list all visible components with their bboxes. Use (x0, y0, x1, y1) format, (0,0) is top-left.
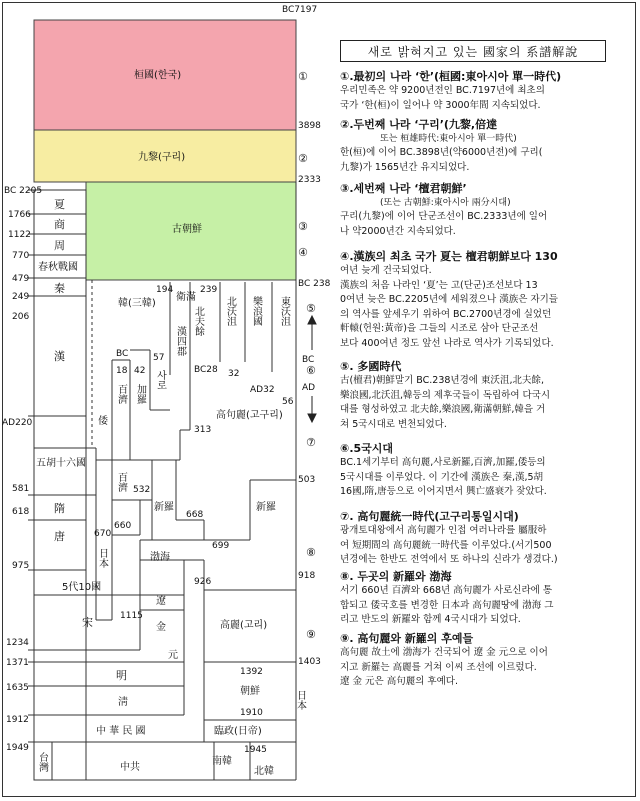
label-taiwan: 台灣 (36, 752, 48, 772)
label-xia: 夏 (54, 198, 65, 211)
year-2333: 2333 (298, 175, 321, 185)
arrow-bc-label: BC (302, 355, 315, 365)
section-4-line-2: 漢族의 처음 나라인 ‘夏’는 고(단군)조선보다 13 (340, 279, 538, 291)
inner-year-56: 56 (282, 397, 294, 407)
section-5-line-2: 樂浪國,北沃沮,韓등의 제후국들이 독립하여 다국시 (340, 389, 551, 401)
section-2-heading: ②.두번째 나라 ‘구리’(九黎,倍達 (340, 118, 498, 131)
circle-7: ⑦ (306, 436, 316, 449)
inner-year-1392: 1392 (240, 667, 263, 677)
label-baekje2: 百濟 (115, 472, 127, 492)
arrow-ad-label: AD (302, 383, 316, 393)
label-wae: 倭 (98, 416, 108, 427)
section-3-sub: (또는 古朝鮮:東아시아 兩分시대) (380, 198, 511, 208)
label-bukokjeo: 北沃沮 (224, 296, 236, 326)
section-6-line-2: 5국시대를 이루었다. 이 기간에 漢族은 秦,漢,5胡 (340, 471, 544, 483)
label-song: 宋 (82, 616, 93, 629)
label-wuhu: 五胡十六國 (36, 458, 86, 469)
section-4-line-1: 여년 늦게 건국되었다. (340, 265, 432, 276)
inner-year-313: 313 (194, 425, 212, 435)
section-9-line-2: 지고 新羅는 高麗를 거쳐 이씨 조선에 이르렀다. (340, 661, 537, 673)
label-tang: 唐 (54, 530, 65, 543)
inner-year-1910: 1910 (240, 708, 263, 718)
section-8-line-1: 서기 660년 百濟와 668년 高句麗가 사로신라에 통 (340, 585, 553, 596)
inner-year-926: 926 (194, 577, 212, 587)
year-770: 770 (12, 251, 30, 261)
inner-year-57: 57 (153, 353, 165, 363)
year-1122: 1122 (8, 230, 31, 240)
label-goryeo: 高麗(고리) (220, 620, 268, 631)
section-7-line-1: 광개토대왕에서 高句麗가 인접 여러나라를 屬服하 (340, 525, 547, 536)
circle-1: ① (298, 70, 308, 83)
label-dongokjeo: 東沃沮 (278, 296, 290, 326)
label-silla-b: 新羅 (256, 502, 276, 513)
inner-year-532: 532 (133, 485, 151, 495)
section-1 (340, 70, 634, 113)
label-balhae: 渤海 (150, 552, 170, 563)
inner-year-ad32: AD32 (250, 385, 275, 395)
inner-year-42: 42 (134, 366, 146, 376)
section-4-line-3: 0여년 늦은 BC.2205년에 세워졌으나 漢族은 자기들 (340, 294, 558, 305)
label-zhonghua: 中 華 民 國 (96, 726, 146, 737)
label-ming: 明 (116, 669, 127, 682)
section-9-line-3: 遼 金 元은 高句麗의 후예다. (340, 676, 458, 687)
label-joseon: 朝鮮 (240, 686, 260, 697)
inner-year-32: 32 (228, 369, 240, 379)
year-1912: 1912 (6, 715, 29, 725)
label-hanguk: 桓國(한국) (134, 70, 182, 81)
label-qing: 淸 (118, 697, 128, 708)
section-9-line-1: 高句麗 故土에 渤海가 건국되어 遼 金 元으로 이어 (340, 647, 548, 658)
year-1234: 1234 (6, 638, 29, 648)
section-2-line-2: 九黎)가 1565년간 유지되었다. (340, 161, 470, 173)
inner-year-194: 194 (156, 285, 174, 295)
section-6 (340, 442, 634, 500)
section-8-heading: ⑧. 두곳의 新羅와 渤海 (340, 570, 452, 583)
label-silla-a: 新羅 (154, 502, 174, 513)
label-silla-saro: 사로 (154, 370, 166, 390)
label-han: 漢 (54, 350, 65, 363)
label-baekje: 百濟 (115, 384, 127, 404)
section-4-line-5: 軒轅(헌원:黃帝)을 그들의 시조로 삼아 단군조선 (340, 323, 539, 334)
label-yuan: 元 (168, 650, 178, 661)
year-1371: 1371 (6, 658, 29, 668)
section-3-line-2: 나 약2000년간 지속되었다. (340, 225, 456, 237)
section-1-heading: ①.最初의 나라 ‘한’(桓國:東아시아 單一時代) (340, 70, 562, 83)
label-nihon: 日本 (96, 548, 108, 568)
label-samhan: 韓(三韓) (118, 298, 156, 309)
label-shang: 商 (54, 218, 65, 231)
label-hansagun: 漢四郡 (174, 326, 186, 356)
inner-year-1945: 1945 (244, 745, 267, 755)
section-4-line-4: 의 역사를 앞세우기 위하여 BC.2700년경에 실었던 (340, 308, 552, 320)
section-1-line-1: 우리민족은 약 9200년전인 BC.7197년에 최초의 (340, 85, 545, 96)
label-gojoseon: 古朝鮮 (172, 224, 202, 235)
label-zhonggong: 中共 (120, 762, 140, 773)
circle-3: ③ (298, 220, 308, 233)
year-bc2205: BC 2205 (4, 186, 43, 196)
year-503: 503 (298, 475, 316, 485)
section-4-line-6: 보다 400여년 정도 앞선 나라로 역사가 기록되었다. (340, 337, 554, 349)
label-sui: 隋 (54, 502, 65, 515)
year-1635: 1635 (6, 683, 29, 693)
label-nakrang: 樂浪國 (250, 296, 262, 326)
inner-year-bc28: BC28 (194, 365, 218, 375)
inner-year-bc: BC (116, 349, 129, 359)
section-6-line-1: BC.1세기부터 高句麗,사로新羅,百濟,加羅,倭등의 (340, 457, 546, 468)
year-1949: 1949 (6, 743, 29, 753)
section-8-line-3: 리고 반도의 新羅와 함께 4국시대가 되었다. (340, 614, 521, 625)
section-6-line-3: 16國,隋,唐등으로 이어지면서 興亡盛衰가 잦았다. (340, 486, 547, 497)
section-5-line-3: 대를 형성하였고 北夫餘,樂浪國,衛滿朝鮮,韓을 거 (340, 404, 546, 415)
section-7-heading: ⑦. 高句麗統一時代(고구리통일시대) (340, 510, 519, 523)
year-3898: 3898 (298, 121, 321, 131)
section-6-heading: ⑥.5국시대 (340, 442, 394, 455)
label-jin: 金 (156, 622, 166, 633)
label-wudai: 5代10國 (62, 582, 102, 593)
section-7-line-2: 여 短期間의 高句麗統一時代를 이루었다.(서기500 (340, 539, 552, 551)
year-479: 479 (12, 274, 30, 284)
year-bc238: BC 238 (298, 279, 330, 289)
section-4-heading: ④.漢族의 최초 국가 夏는 檀君朝鮮보다 130 (340, 250, 558, 263)
year-1403: 1403 (298, 657, 321, 667)
section-1-line-2: 국가 ‘한(桓)이 일어나 약 3000年間 지속되었다. (340, 99, 541, 111)
inner-year-660: 660 (114, 521, 132, 531)
year-618: 618 (12, 507, 30, 517)
label-goguryeo: 高句麗(고구리) (216, 410, 283, 421)
section-4 (340, 250, 634, 351)
label-rinjeong: 臨政(日帝) (214, 726, 262, 737)
year-581: 581 (12, 484, 30, 494)
year-ad220: AD220 (2, 418, 33, 428)
section-8-line-2: 합되고 倭국호를 변경한 日本과 高句麗땅에 渤海 그 (340, 599, 554, 611)
circle-2: ② (298, 152, 308, 165)
label-wiman: 衛滿 (176, 292, 196, 303)
label-namhan: 南韓 (212, 756, 232, 767)
year-1766: 1766 (8, 210, 31, 220)
section-9-heading: ⑨. 高句麗와 新羅의 후예들 (340, 632, 474, 645)
section-3-line-1: 구리(九黎)에 이어 단군조선이 BC.2333년에 일어 (340, 211, 548, 222)
label-qin: 秦 (54, 282, 65, 295)
circle-5: ⑤ (306, 302, 316, 315)
section-9 (340, 632, 634, 690)
section-3 (340, 182, 634, 239)
section-5-line-1: 古(檀君)朝鮮말기 BC.238년경에 東沃沮,北夫餘, (340, 375, 545, 386)
year-249: 249 (12, 292, 30, 302)
inner-year-18: 18 (116, 366, 128, 376)
label-chunqiu: 春秋戰國 (38, 262, 78, 273)
section-5 (340, 360, 634, 432)
section-7 (340, 510, 634, 568)
label-bukbuyeo: 北夫餘 (192, 306, 204, 336)
label-bukhan: 北韓 (254, 766, 274, 777)
inner-year-670: 670 (94, 529, 112, 539)
year-975: 975 (12, 561, 30, 571)
circle-6: ⑥ (306, 364, 316, 377)
inner-year-239: 239 (200, 285, 218, 295)
circle-9: ⑨ (306, 628, 316, 641)
year-699: 699 (212, 541, 230, 551)
label-guri: 九黎(구리) (138, 152, 186, 163)
section-3-heading: ③.세번째 나라 ‘檀君朝鮮’ (340, 182, 467, 195)
label-gaya: 加羅 (134, 384, 146, 404)
label-liao: 遼 (156, 596, 166, 607)
year-206: 206 (12, 312, 30, 322)
year-bc7197: BC7197 (282, 5, 318, 15)
section-7-line-3: 년경에는 한반도 전역에서 또 하나의 신라가 생겼다.) (340, 554, 558, 565)
section-2-sub: 또는 桓雄時代:東아시아 單一時代) (380, 134, 517, 144)
circle-8: ⑧ (306, 546, 316, 559)
section-2 (340, 118, 634, 175)
circle-4: ④ (298, 246, 308, 259)
label-zhou: 周 (54, 239, 65, 252)
section-5-heading: ⑤. 多國時代 (340, 360, 402, 373)
year-1115: 1115 (120, 611, 143, 621)
label-japan-side: 日本 (294, 690, 306, 710)
section-5-line-4: 쳐 5국시대로 변천되었다. (340, 418, 447, 430)
section-2-line-1: 한(桓)에 이어 BC.3898년(약6000년전)에 구리( (340, 147, 543, 158)
section-8 (340, 570, 634, 628)
document-title: 새로 밝혀지고 있는 國家의 系譜解說 (340, 40, 606, 62)
year-918: 918 (298, 571, 316, 581)
inner-year-668: 668 (186, 510, 204, 520)
